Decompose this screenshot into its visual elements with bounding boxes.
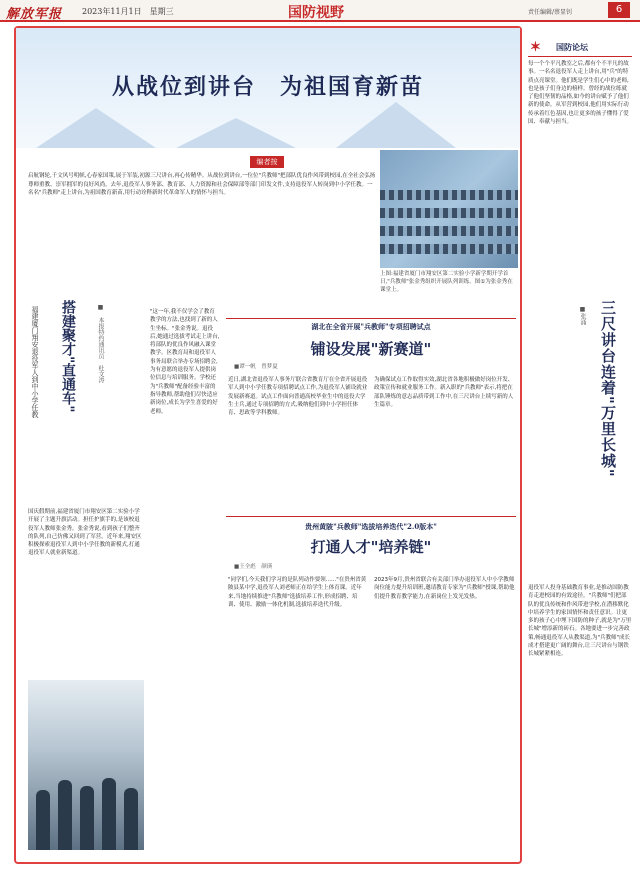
page-editor: 责任编辑/蔡显钊 [528,9,573,16]
figure-shape [58,780,72,850]
figure-shape [102,778,116,850]
school-assembly-photo [380,150,518,268]
commentary-title: 三尺讲台连着"万里长城" [599,300,617,478]
story1-body-a: 国庆假期前,福建省厦门市翔安区第二实验小学开展了主题升旗活动。担任护旗手的,是该校退役军人教师张金秀。张金秀说,看到孩子们整齐的队列,自己仿佛又回到了军营。近年来,翔安区积极探索退役军人到中小学任教的新模式,打通退役军人就业新渠道。 [28,509,142,557]
story1-author: ■ 本报特约通讯员 杜文涛 [97,304,104,383]
issue-date: 2023年11月1日 星期三 [82,7,174,16]
story2-body-a: 近日,湖北省退役军人事务厅联合省教育厅在全省开展退役军人到中小学任教专项招聘试点工作,为退役军人铺设就业发展新赛道。试点工作面向普通高校毕业生中的退役大学生士兵,通过专项招聘的方式,吸纳他们到中小学担任体育、思政等学科教师。 [228,377,368,417]
story2-title: 铺设发展"新赛道" [310,340,432,358]
mountain-shape [336,102,456,148]
page-number: 6 [608,2,630,18]
photo-row [380,226,518,236]
story2-kicker: 湖北在全省开展"兵教师"专项招聘试点 [311,322,431,331]
story1-kicker: 福建厦门翔安退役军人到中小学任教 [31,306,39,418]
figure-shape [80,786,94,850]
story3-title: 打通人才"培养链" [310,538,432,556]
figure-shape [124,788,138,850]
photo-caption: 上图:福建省厦门市翔安区第二实验小学新学期开学首日,"兵教师"张金秀组织开展队列训练。图①为张金秀在课堂上。 [380,271,513,293]
editor-note-text: 启航钢轮,千文风号明帜,心春家国策,展于军装,初源三尺讲台,再心传精华。从战位到讲台,一位位"兵教师"把部队优良作风带到校园,在全社会弘扬尊师重教、崇军拥军的良好风尚。去年,退役军人事务部、教育部、人力资源和社会保障部等部门印发文件,支持退役军人转岗到中小学任教。一名名"兵教师"走上讲台,为祖国教育新苗,用行动诠释新时代革命军人的情怀与担当。 [28,173,376,196]
forum-star-icon: ✶ [530,40,541,55]
photo-row [380,190,518,200]
students-drill-photo [28,680,144,850]
commentary-column-title: 国防论坛 [556,42,588,52]
story3-body-a: "同学们,今天我们学习的是队列动作要领......"在贵州省黄陂县某中学,退役军人刘老师正在给学生上体育课。近年来,当地持续推进"兵教师"选拔培养工作,形成招聘、培训、使用、激励一体化机制,选拔培养迭代升级。 [228,577,367,608]
story1-title: 搭建聚才"直通车" [60,300,76,413]
story3-byline: ■王全彪 颜瑛 [234,564,273,570]
story2-body-b: 为确保试点工作取得实效,湖北省各地积极做好岗位开发、政策宣传和就业服务工作。新入职的"兵教师"表示,将把在部队锤炼的意志品质带到工作中,在三尺讲台上续写新的人生篇章。 [374,377,514,408]
figure-shape [36,790,50,850]
editor-note-label: 编者按 [250,156,284,168]
story1-body-b: "这一年,我不仅学会了教育教学的方法,也找到了新的人生坐标。"张金秀说。退役后,她通过选拔考试走上讲台,将部队的优良作风融入课堂教学。区教育局和退役军人事务局联合举办专场招聘会,为有意愿的退役军人提供岗位信息与培训服务。学校还为"兵教师"配备经验丰富的指导教师,帮助他们尽快适应新岗位,成长为学生喜爱的好老师。 [150,309,220,415]
story2-byline: ■谭一帆 曾梦夏 [234,364,278,370]
photo-row [380,208,518,218]
section-title: 国防视野 [288,5,344,21]
commentary-rule [528,56,632,57]
mountain-shape [176,118,296,148]
story3-body-b: 2023年9月,贵州省联合有关部门举办退役军人中小学教师岗位能力提升培训班,邀请教育专家为"兵教师"授课,帮助他们提升教育教学能力,在新岗位上发光发热。 [374,577,515,600]
commentary-author: ■张涌 [579,306,586,325]
mountain-shape [36,108,156,148]
commentary-body: 退役军人投身基础教育事业,是推动国防教育走进校园的有效途径。"兵教师"们把部队的优良传统和作风带进学校,在潜移默化中培养学生的家国情怀和责任意识。让更多的孩子心中埋下国防的种子,就是为"万里长城"增添新的砖石。各地要进一步完善政策,畅通退役军人从教渠道,为"兵教师"成长成才搭建更广阔的舞台,让三尺讲台与钢铁长城紧紧相连。 [528,585,632,658]
photo-row [380,244,518,254]
commentary-intro: 每一个个平凡教室之后,都有个不平凡的故事。一名名退役军人走上讲台,用"兵"的特质点亮课堂。他们既是学生们心中的老师,也是孩子们身边的榜样。曾经的战位练就了他们坚韧的品格,如今的讲台赋予了他们新的使命。从军营到校园,他们用实际行动传承着红色基因,也让更多的孩子懂得了爱国、奉献与担当。 [528,61,629,126]
feature-headline: 从战位到讲台 为祖国育新苗 [111,74,424,100]
story3-kicker: 贵州黄陂"兵教师"选拔培养迭代"2.0版本" [305,522,437,531]
newspaper-brand: 解放军报 [6,7,63,22]
